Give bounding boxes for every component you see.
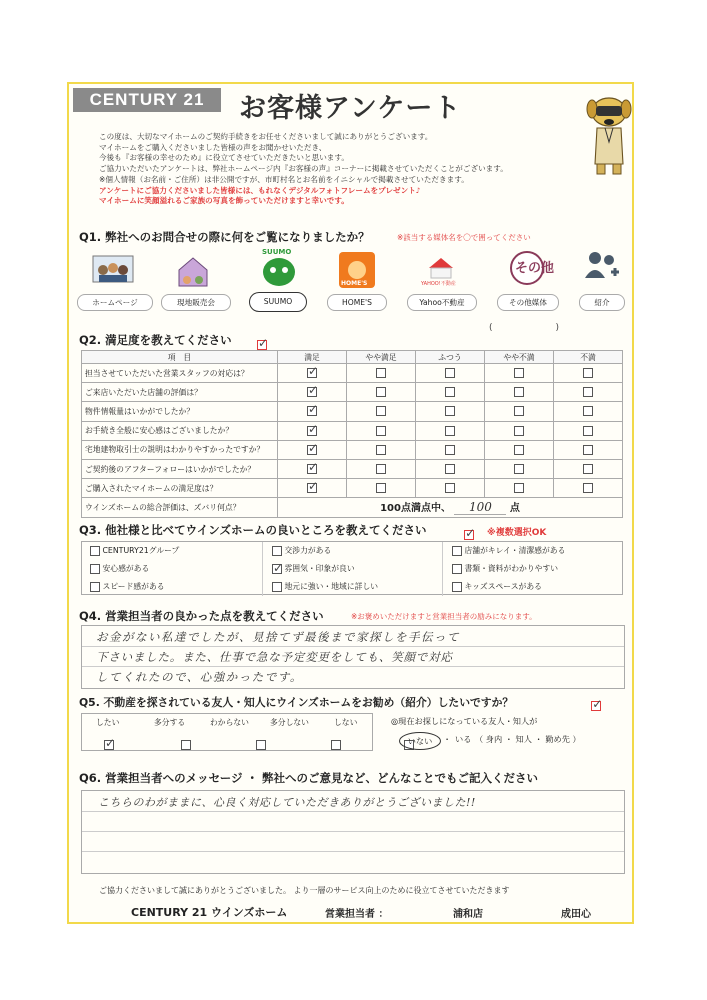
q5-sub-question: ◎現在お探しになっている友人・知人が	[391, 716, 538, 726]
checkbox[interactable]	[445, 426, 455, 436]
checkbox[interactable]	[307, 426, 317, 436]
q5-sub-no-selected[interactable]: いない	[399, 732, 441, 750]
q3-option[interactable]: 交渉力がある	[272, 542, 331, 559]
checkbox[interactable]	[376, 406, 386, 416]
divider	[262, 542, 263, 596]
checkbox[interactable]	[452, 564, 462, 574]
col-dissatisfied: 不満	[554, 351, 623, 364]
q3-note: ※複数選択OK	[487, 528, 547, 538]
score-row	[82, 498, 623, 517]
q5-option-label: しない	[334, 718, 358, 727]
q3-title-check-icon	[464, 530, 474, 540]
referral-icon	[581, 246, 621, 286]
satisfaction-table	[81, 350, 623, 518]
q2-title-check-icon	[257, 340, 267, 350]
option-homes[interactable]: HOME'S	[327, 294, 387, 311]
table-header-row	[82, 351, 623, 364]
q3-option[interactable]: 地元に強い・地域に詳しい	[272, 578, 378, 595]
q6-answer-box[interactable]	[81, 790, 625, 874]
q5-title: Q5. 不動産を探されている友人・知人にウインズホームをお勧め（紹介）したいですか？	[79, 696, 514, 709]
q4-note: ※お褒めいただけますと営業担当者の励みになります。	[351, 612, 537, 621]
footer-thanks: ご協力くださいまして誠にありがとうございました。 より一層のサービス向上のために役立てさせていただきます	[99, 886, 510, 895]
checkbox[interactable]	[376, 426, 386, 436]
ruled-line	[82, 646, 624, 647]
checkbox[interactable]	[181, 740, 191, 750]
option-referral[interactable]: 紹介	[579, 294, 625, 311]
intro-line: マイホームをご購入くださいました皆様の声をお聞かせいただき、	[99, 142, 327, 152]
row-label: ご契約後のアフターフォローはいかがでしたか？	[82, 459, 278, 478]
table-row	[82, 479, 623, 498]
score-cell	[278, 498, 623, 517]
century21-logo: CENTURY 21	[73, 88, 221, 112]
checkbox[interactable]	[307, 368, 317, 378]
checkbox[interactable]	[583, 387, 593, 397]
checkbox[interactable]	[583, 368, 593, 378]
checkbox[interactable]	[514, 368, 524, 378]
q5-option-label: 多分しない	[270, 718, 309, 727]
row-label: 宅地建物取引士の説明はわかりやすかったですか？	[82, 440, 278, 459]
checkbox[interactable]	[376, 464, 386, 474]
checkbox[interactable]	[376, 483, 386, 493]
row-label: 物件情報量はいかがでしたか？	[82, 402, 278, 421]
yahoo-logo-text: YAHOO!不動産	[421, 281, 456, 287]
ruled-line	[82, 851, 624, 852]
row-label: ご来店いただいた店舗の評価は？	[82, 383, 278, 402]
row-label: 担当させていただいた営業スタッフの対応は？	[82, 364, 278, 383]
checkbox[interactable]	[514, 406, 524, 416]
col-item: 項 目	[82, 351, 278, 364]
col-somewhat-dissatisfied: やや不満	[485, 351, 554, 364]
checkbox[interactable]	[104, 740, 114, 750]
checkbox[interactable]	[445, 464, 455, 474]
score-suffix: 点	[509, 503, 520, 515]
checkbox[interactable]	[445, 445, 455, 455]
q3-option[interactable]: CENTURY21グループ	[90, 542, 179, 559]
q1-note: ※該当する媒体名を〇で囲ってください	[397, 233, 531, 242]
q5-sub-yes-detail: （ 身内 ・ 知人 ・ 勤め先 ）	[475, 734, 581, 744]
checkbox[interactable]	[376, 387, 386, 397]
table-row	[82, 402, 623, 421]
checkbox[interactable]	[445, 406, 455, 416]
checkbox[interactable]	[307, 406, 317, 416]
checkbox[interactable]	[307, 445, 317, 455]
homepage-icon	[91, 252, 135, 292]
footer-company: CENTURY 21 ウインズホーム	[131, 906, 288, 919]
open-house-icon	[173, 252, 213, 292]
checkbox[interactable]	[452, 582, 462, 592]
checkbox[interactable]	[583, 464, 593, 474]
intro-red-line: マイホームに笑顔溢れるご家族の写真を飾っていただけますと幸いです。	[99, 196, 349, 206]
q4-answer-box[interactable]	[81, 625, 625, 689]
checkbox[interactable]	[583, 426, 593, 436]
checkbox[interactable]	[583, 483, 593, 493]
other-media-icon-text: その他	[515, 261, 555, 276]
table-row	[82, 364, 623, 383]
q2-title: Q2. 満足度を教えてください	[79, 333, 232, 347]
checkbox[interactable]	[583, 445, 593, 455]
intro-line: ご協力いただいたアンケートは、弊社ホームページ内『お客様の声』コーナーに掲載させていただくことがございます。	[99, 164, 508, 174]
checkbox[interactable]	[445, 368, 455, 378]
checkbox[interactable]	[331, 740, 341, 750]
q4-answer-line: してくれたので、心強かったです。	[96, 670, 303, 684]
q1-title: Q1. 弊社へのお問合せの際に何をご覧になりましたか？	[79, 230, 370, 244]
intro-line: ※個人情報（お名前・ご住所）は非公開ですが、市町村名とお名前をイニシャルで掲載させていただきます。	[99, 174, 469, 184]
survey-sheet	[67, 82, 634, 924]
q5-option-label: したい	[96, 718, 120, 727]
checkbox[interactable]	[307, 464, 317, 474]
q4-answer-line: 下さいました。また、仕事で急な予定変更をしても、笑顔で対応	[96, 650, 453, 664]
checkbox[interactable]	[452, 546, 462, 556]
checkbox[interactable]	[445, 483, 455, 493]
ruled-line	[82, 811, 624, 812]
row-label: お手続き全般に安心感はございましたか？	[82, 421, 278, 440]
ruled-line	[82, 666, 624, 667]
checkbox[interactable]	[514, 464, 524, 474]
footer-store: 浦和店	[453, 909, 483, 920]
q5-option-label: 多分する	[154, 718, 186, 727]
option-suumo-selected[interactable]: SUUMO	[249, 292, 307, 312]
homes-logo-text: HOME'S	[341, 280, 368, 287]
col-somewhat-satisfied: やや満足	[347, 351, 416, 364]
q3-option[interactable]: 店舗がキレイ・清潔感がある	[452, 542, 565, 559]
checkbox[interactable]	[90, 564, 100, 574]
checkbox[interactable]	[376, 368, 386, 378]
checkbox[interactable]	[307, 387, 317, 397]
intro-text	[99, 132, 529, 207]
checkbox[interactable]	[272, 546, 282, 556]
option-homepage[interactable]: ホームページ	[77, 294, 153, 311]
option-open-house[interactable]: 現地販売会	[161, 294, 231, 311]
mascot-dog-icon	[583, 94, 635, 178]
checkbox[interactable]	[90, 582, 100, 592]
divider	[442, 542, 443, 596]
q5-title-check-icon	[591, 701, 601, 711]
checkbox[interactable]	[514, 387, 524, 397]
row-label: ご購入されたマイホームの満足度は？	[82, 479, 278, 498]
q3-title: Q3. 他社様と比べてウインズホームの良いところを教えてください	[79, 523, 427, 537]
q3-option[interactable]: キッズスペースがある	[452, 578, 542, 595]
checkbox[interactable]	[514, 426, 524, 436]
checkbox[interactable]	[272, 564, 282, 574]
suumo-logo-text: SUUMO	[262, 248, 292, 256]
q5-sub-yes[interactable]: いる	[455, 734, 472, 744]
q5-separator: ・	[443, 734, 452, 744]
other-media-blank[interactable]: ( )	[489, 323, 560, 333]
q4-title: Q4. 営業担当者の良かった点を教えてください	[79, 609, 324, 623]
q5-options	[81, 713, 373, 751]
checkbox[interactable]	[514, 483, 524, 493]
footer-rep-label: 営業担当者 ：	[325, 909, 389, 920]
q3-options-grid	[81, 541, 623, 595]
score-prefix: 100点満点中、	[380, 503, 451, 515]
checkbox[interactable]	[376, 445, 386, 455]
col-satisfied: 満足	[278, 351, 347, 364]
score-input[interactable]: 100	[454, 500, 506, 515]
q3-option[interactable]: 安心感がある	[90, 560, 149, 577]
q3-option[interactable]: スピード感がある	[90, 578, 165, 595]
q5-option-label: わからない	[210, 718, 249, 727]
intro-red-line: アンケートにご協力くださいました皆様には、もれなくデジタルフォトフレームをプレゼント♪	[99, 185, 421, 195]
ruled-line	[82, 831, 624, 832]
checkbox[interactable]	[307, 483, 317, 493]
q4-answer-line: お金がない私達でしたが、見捨てず最後まで家探しを手伝って	[96, 630, 460, 644]
checkbox[interactable]	[583, 406, 593, 416]
intro-line: この度は、大切なマイホームのご契約手続きをお任せくださいまして誠にありがとうございます。	[99, 132, 433, 141]
option-yahoo[interactable]: Yahoo不動産	[407, 294, 477, 311]
table-row	[82, 383, 623, 402]
table-row	[82, 421, 623, 440]
table-row	[82, 440, 623, 459]
checkbox[interactable]	[90, 546, 100, 556]
q3-option[interactable]: ✓ 雰囲気・印象が良い	[272, 560, 355, 577]
checkbox[interactable]	[272, 582, 282, 592]
table-row	[82, 459, 623, 478]
page-title: お客様アンケート	[239, 93, 462, 124]
q3-option[interactable]: 書類・資料がわかりやすい	[452, 560, 558, 577]
checkbox[interactable]	[514, 445, 524, 455]
col-neutral: ふつう	[416, 351, 485, 364]
checkbox[interactable]	[256, 740, 266, 750]
q6-answer-line: こちらのわがままに、心良く対応していただきありがとうございました!!	[98, 796, 476, 809]
footer-rep-name: 成田心	[561, 909, 591, 920]
score-label: ウインズホームの総合評価は、ズバリ何点？	[82, 498, 278, 517]
q6-title: Q6. 営業担当者へのメッセージ ・ 弊社へのご意見など、どんなことでもご記入ください	[79, 771, 538, 785]
option-other-media[interactable]: その他媒体	[497, 294, 559, 311]
intro-line: 今後も『お客様の幸せのため』に役立てさせていただきたいと思います。	[99, 153, 349, 163]
checkbox[interactable]	[445, 387, 455, 397]
